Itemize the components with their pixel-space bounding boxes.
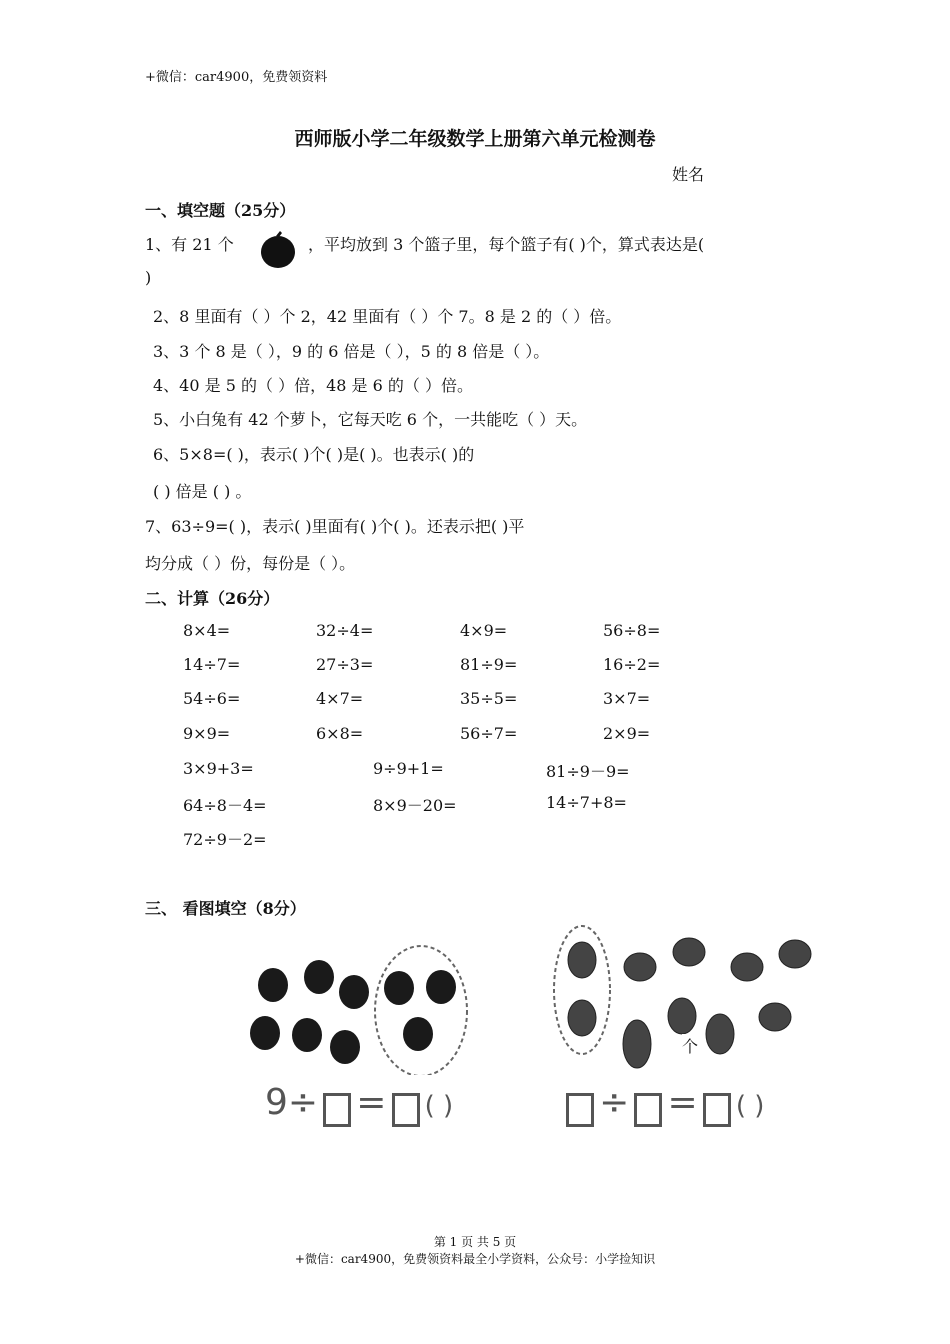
calc-item: 72÷9－2= xyxy=(183,830,267,849)
header-note: +微信：car4900，免费领资料 xyxy=(145,70,328,85)
calc-item: 16÷2= xyxy=(603,655,661,674)
calc-item: 14÷7+8= xyxy=(546,793,627,812)
answer-box[interactable] xyxy=(392,1093,420,1127)
calc-item: 81÷9－9= xyxy=(546,762,630,781)
divide-sign: ÷ xyxy=(599,1082,630,1123)
section1-heading: 一、填空题（25分） xyxy=(145,201,296,220)
calc-item: 64÷8－4= xyxy=(183,796,267,815)
left-equation xyxy=(265,1082,453,1127)
q4: 4、40 是 5 的（ ）倍，48 是 6 的（ ）倍。 xyxy=(153,376,473,395)
calc-item: 3×9+3= xyxy=(183,759,254,778)
q3: 3、3 个 8 是（ ），9 的 6 倍是（ ），5 的 8 倍是（ ）。 xyxy=(153,342,550,361)
q7-line2: 均分成（ ）份，每份是（ ）。 xyxy=(145,554,356,573)
apples-figure xyxy=(245,935,475,1075)
unit-paren: ( ) xyxy=(735,1091,765,1121)
calc-item: 6×8= xyxy=(316,724,364,743)
q6-line2: ( ) 倍是 ( ) 。 xyxy=(153,482,252,501)
q2: 2、8 里面有（ ）个 2，42 里面有（ ）个 7。8 是 2 的（ ）倍。 xyxy=(153,307,622,326)
left-eq-dividend: 9÷ xyxy=(265,1082,319,1123)
calc-item: 56÷8= xyxy=(603,621,661,640)
name-label: 姓名 xyxy=(672,165,705,184)
calc-item: 56÷7= xyxy=(460,724,518,743)
page-number: 第 1 页 共 5 页 xyxy=(433,1235,517,1249)
q1-part1: 1、有 21 个 xyxy=(145,235,234,254)
calc-item: 8×9－20= xyxy=(373,796,457,815)
q5: 5、小白兔有 42 个萝卜，它每天吃 6 个，一共能吃（ ）天。 xyxy=(153,410,588,429)
apple-icon xyxy=(258,227,298,271)
answer-box[interactable] xyxy=(566,1093,594,1127)
calc-item: 35÷5= xyxy=(460,689,518,708)
calc-item: 14÷7= xyxy=(183,655,241,674)
calc-item: 2×9= xyxy=(603,724,651,743)
calc-item: 4×7= xyxy=(316,689,364,708)
section3-heading: 三、 看图填空（8分） xyxy=(145,899,306,918)
equals-sign: = xyxy=(667,1082,698,1123)
unit-paren: ( ) xyxy=(424,1091,454,1121)
calc-item: 32÷4= xyxy=(316,621,374,640)
q1-part2: ，平均放到 3 个篮子里，每个篮子有( )个，算式表达是( xyxy=(308,235,705,254)
calc-item: 9×9= xyxy=(183,724,231,743)
calc-item: 9÷9+1= xyxy=(373,759,444,778)
calc-item: 54÷6= xyxy=(183,689,241,708)
page-title: 西师版小学二年级数学上册第六单元检测卷 xyxy=(294,128,656,150)
q1-part3: ) xyxy=(145,268,152,287)
unit-label: 个 xyxy=(682,1034,698,1057)
calc-item: 81÷9= xyxy=(460,655,518,674)
answer-box[interactable] xyxy=(703,1093,731,1127)
calc-item: 3×7= xyxy=(603,689,651,708)
q6-line1: 6、5×8=( )，表示( )个( )是( )。也表示( )的 xyxy=(153,445,475,464)
section2-heading: 二、计算（26分） xyxy=(145,589,280,608)
calc-item: 27÷3= xyxy=(316,655,374,674)
q7-line1: 7、63÷9=( )，表示( )里面有( )个( )。还表示把( )平 xyxy=(145,517,525,536)
peppers-figure xyxy=(548,922,828,1082)
calc-item: 8×4= xyxy=(183,621,231,640)
answer-box[interactable] xyxy=(634,1093,662,1127)
answer-box[interactable] xyxy=(323,1093,351,1127)
equals-sign: = xyxy=(356,1082,387,1123)
calc-item: 4×9= xyxy=(460,621,508,640)
right-equation xyxy=(566,1082,764,1127)
footer-note: +微信：car4900，免费领资料最全小学资料，公众号：小学捡知识 xyxy=(294,1252,656,1266)
